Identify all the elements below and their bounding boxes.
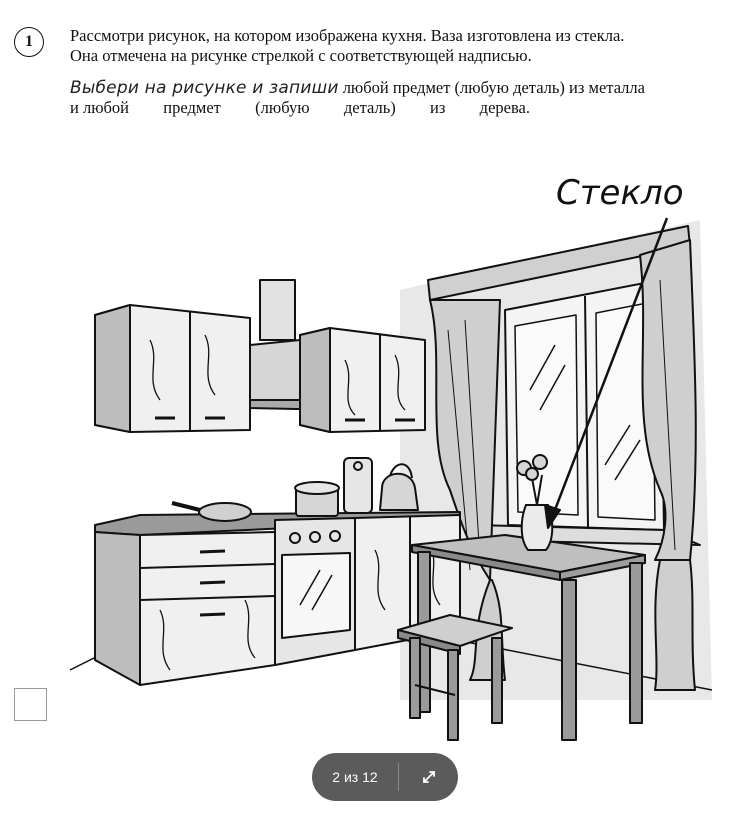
task-line-1: Рассмотри рисунок, на котором изображена кухня. Ваза изготовлена из стекла. bbox=[70, 26, 625, 45]
expand-arrows-icon[interactable] bbox=[399, 769, 458, 785]
task-number bbox=[14, 27, 44, 57]
line4-word: дерева. bbox=[479, 98, 530, 117]
answer-input-box[interactable] bbox=[14, 688, 47, 721]
page-indicator: 2 из 12 bbox=[332, 769, 378, 785]
handwritten-instruction: Выбери на рисунке и запиши bbox=[70, 78, 339, 98]
pagination-bar bbox=[312, 753, 458, 801]
task-line-3 bbox=[70, 78, 718, 98]
line4-word: из bbox=[430, 98, 446, 117]
line4-word: предмет bbox=[163, 98, 221, 117]
line4-word: и любой bbox=[70, 98, 129, 117]
task-line-2: Она отмечена на рисунке стрелкой с соответствующей надписью. bbox=[70, 46, 532, 65]
task-line-4 bbox=[70, 98, 530, 118]
task-line-3-rest: любой предмет (любую деталь) из металла bbox=[342, 78, 645, 97]
line4-word: (любую bbox=[255, 98, 310, 117]
task-text bbox=[70, 26, 718, 118]
task-number-text: 1 bbox=[25, 33, 33, 50]
kitchen-illustration bbox=[0, 160, 750, 745]
glass-label: Стекло bbox=[556, 173, 684, 213]
line4-word: деталь) bbox=[343, 98, 396, 117]
